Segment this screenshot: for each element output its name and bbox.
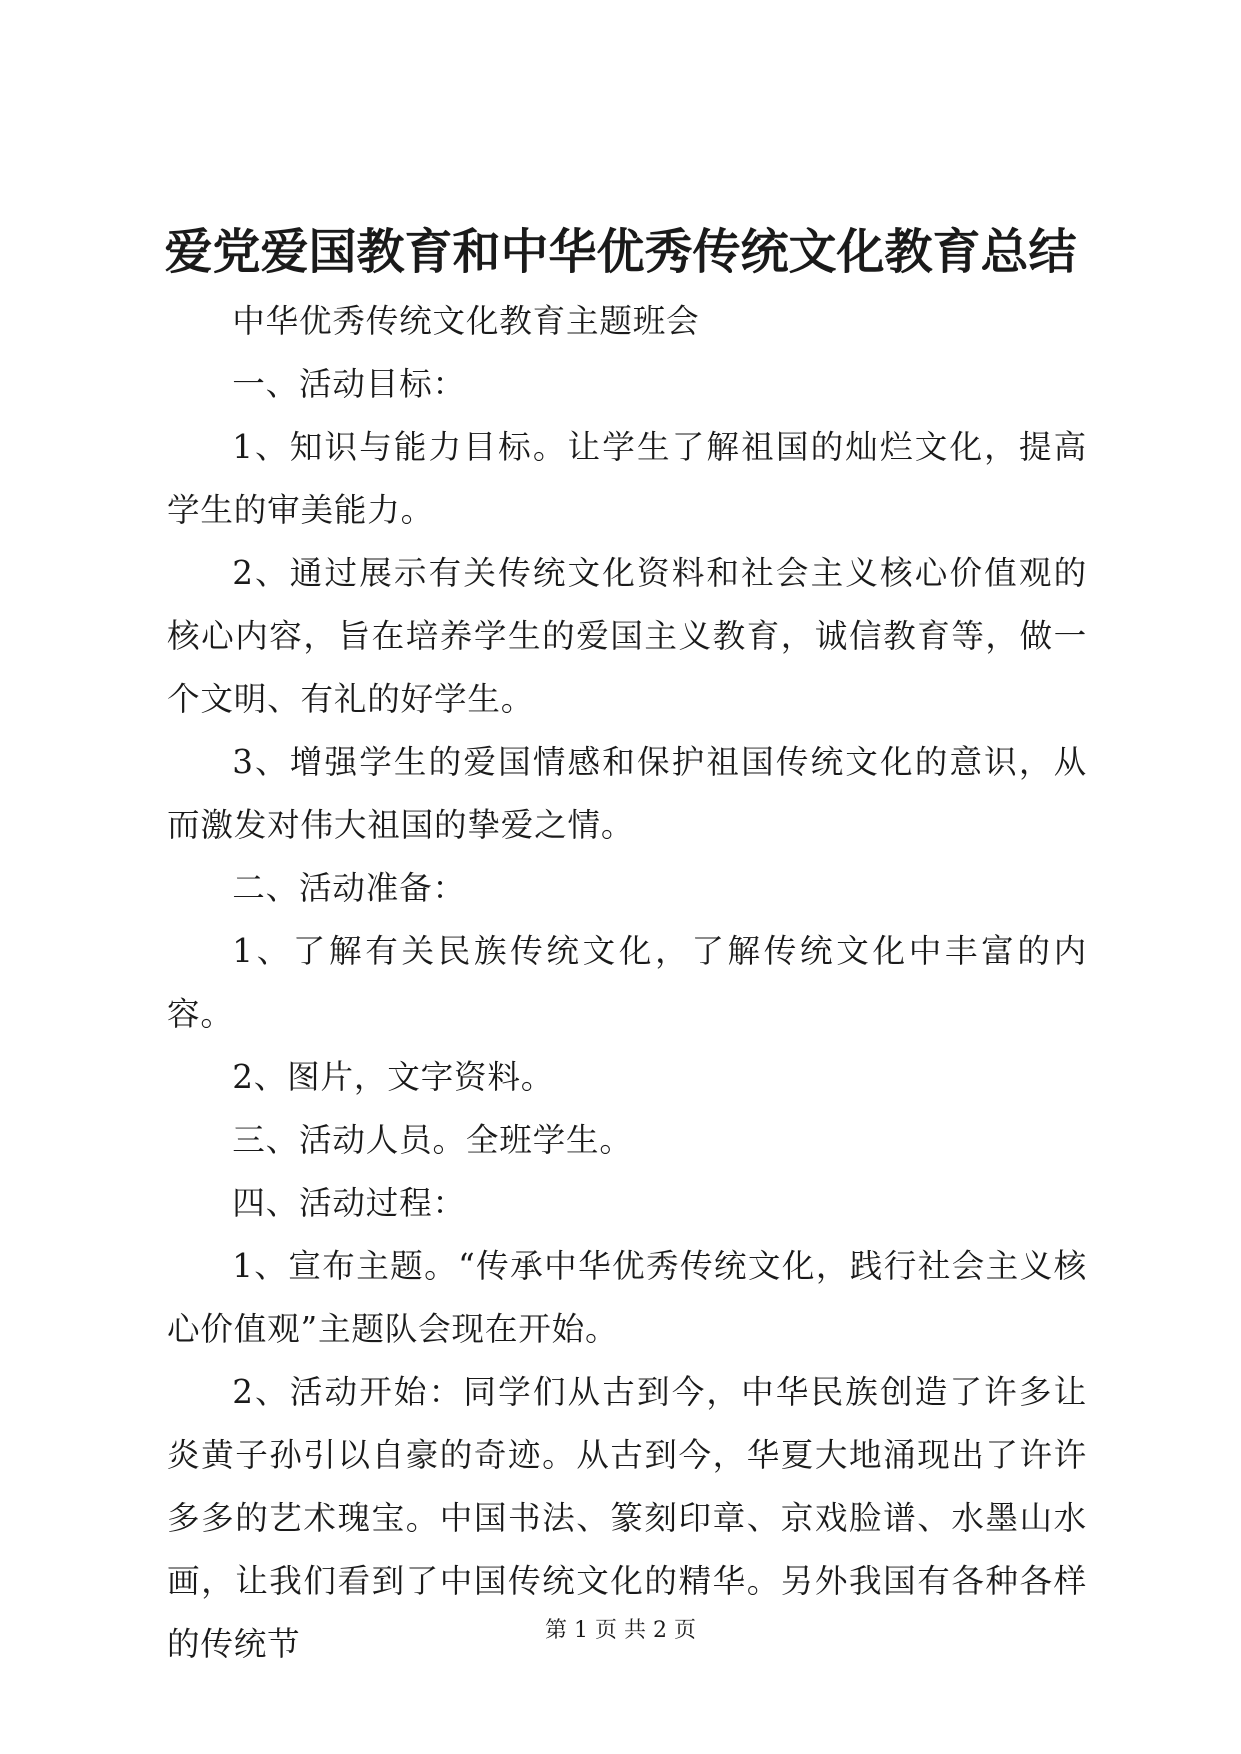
paragraph-prep-1: 1、了解有关民族传统文化，了解传统文化中丰富的内容。 [167, 932, 1087, 1033]
paragraph-subtitle: 中华优秀传统文化教育主题班会 [232, 302, 700, 340]
paragraph-goal-2: 2、通过展示有关传统文化资料和社会主义核心价值观的核心内容，旨在培养学生的爱国主义教育，诚信教育等，做一个文明、有礼的好学生。 [167, 554, 1087, 718]
paragraph-section-4-heading: 四、活动过程： [232, 1184, 466, 1222]
document-title: 爱党爱国教育和中华优秀传统文化教育总结 [164, 224, 1077, 280]
document-body [167, 290, 1087, 1676]
paragraph-section-1-heading: 一、活动目标： [232, 365, 466, 403]
paragraph-section-2-heading: 二、活动准备： [232, 869, 466, 907]
paragraph-prep-2: 2、图片，文字资料。 [232, 1058, 555, 1096]
paragraph-process-1: 1、宣布主题。“传承中华优秀传统文化，践行社会主义核心价值观”主题队会现在开始。 [167, 1247, 1087, 1348]
paragraph-section-3-heading: 三、活动人员。全班学生。 [232, 1121, 633, 1159]
paragraph-process-2: 2、活动开始：同学们从古到今，中华民族创造了许多让炎黄子孙引以自豪的奇迹。从古到今，华夏大地涌现出了许许多多的艺术瑰宝。中国书法、篆刻印章、京戏脸谱、水墨山水画，让我们看到了中国传统文化的精华。另外我国有各种各样的传统节 [167, 1373, 1087, 1663]
paragraph-goal-1: 1、知识与能力目标。让学生了解祖国的灿烂文化，提高学生的审美能力。 [167, 428, 1087, 529]
paragraph-goal-3: 3、增强学生的爱国情感和保护祖国传统文化的意识，从而激发对伟大祖国的挚爱之情。 [167, 743, 1087, 844]
page-footer: 第 1 页 共 2 页 [545, 1618, 696, 1643]
